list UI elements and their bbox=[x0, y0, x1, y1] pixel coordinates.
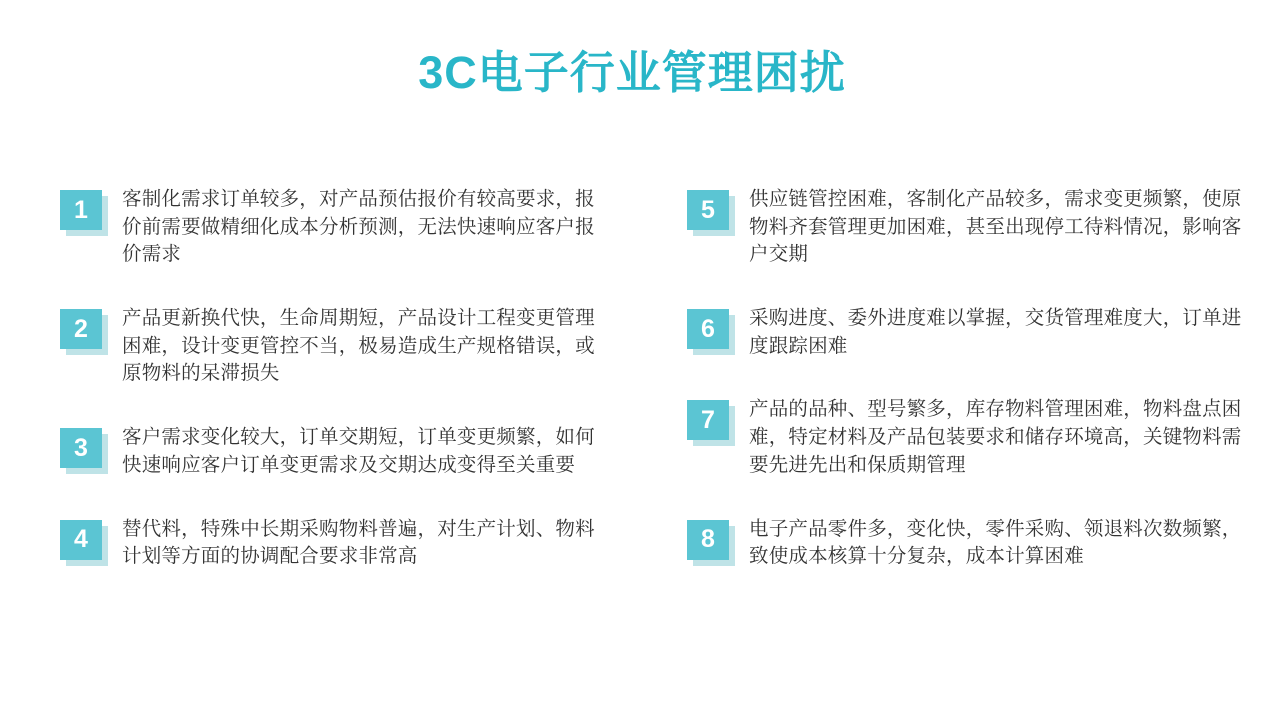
list-item-text: 客制化需求订单较多，对产品预估报价有较高要求，报价前需要做精细化成本分析预测，无法快速响应客户报价需求 bbox=[122, 188, 595, 266]
list-item bbox=[687, 186, 1244, 269]
number-badge-wrapper bbox=[687, 309, 735, 355]
list-item-text: 替代料，特殊中长期采购物料普遍，对生产计划、物料计划等方面的协调配合要求非常高 bbox=[122, 517, 595, 568]
number-badge-wrapper bbox=[60, 190, 108, 236]
list-item bbox=[687, 396, 1244, 479]
list-item bbox=[60, 186, 612, 269]
number-badge: 3 bbox=[60, 428, 102, 468]
list-item bbox=[60, 516, 612, 571]
number-badge: 6 bbox=[687, 309, 729, 349]
number-badge-wrapper bbox=[60, 520, 108, 566]
list-item-text: 产品更新换代快，生命周期短，产品设计工程变更管理困难，设计变更管控不当，极易造成生产规格错误，或原物料的呆滞损失 bbox=[122, 307, 595, 385]
number-badge: 5 bbox=[687, 190, 729, 230]
right-column bbox=[632, 186, 1264, 607]
list-item bbox=[60, 305, 612, 388]
number-badge-wrapper bbox=[60, 309, 108, 355]
list-item bbox=[687, 305, 1244, 360]
number-badge: 2 bbox=[60, 309, 102, 349]
list-item-text: 供应链管控困难，客制化产品较多，需求变更频繁，使原物料齐套管理更加困难，甚至出现停工待料情况，影响客户交期 bbox=[749, 188, 1242, 266]
page-title: 3C电子行业管理困扰 bbox=[418, 47, 846, 98]
list-item-text: 产品的品种、型号繁多，库存物料管理困难，物料盘点困难，特定材料及产品包装要求和储存环境高，关键物料需要先进先出和保质期管理 bbox=[749, 398, 1242, 476]
list-item-text: 客户需求变化较大，订单交期短，订单变更频繁，如何快速响应客户订单变更需求及交期达成变得至关重要 bbox=[122, 426, 595, 476]
content-columns bbox=[0, 186, 1264, 607]
number-badge-wrapper bbox=[687, 400, 735, 446]
list-item bbox=[687, 516, 1244, 571]
list-item bbox=[60, 424, 612, 479]
number-badge: 8 bbox=[687, 520, 729, 560]
number-badge: 1 bbox=[60, 190, 102, 230]
left-column bbox=[0, 186, 632, 607]
number-badge: 7 bbox=[687, 400, 729, 440]
number-badge-wrapper bbox=[687, 190, 735, 236]
list-item-text: 采购进度、委外进度难以掌握，交货管理难度大，订单进度跟踪困难 bbox=[749, 307, 1242, 357]
list-item-text: 电子产品零件多，变化快，零件采购、领退料次数频繁，致使成本核算十分复杂，成本计算困难 bbox=[749, 517, 1242, 568]
number-badge: 4 bbox=[60, 520, 102, 560]
number-badge-wrapper bbox=[60, 428, 108, 474]
number-badge-wrapper bbox=[687, 520, 735, 566]
